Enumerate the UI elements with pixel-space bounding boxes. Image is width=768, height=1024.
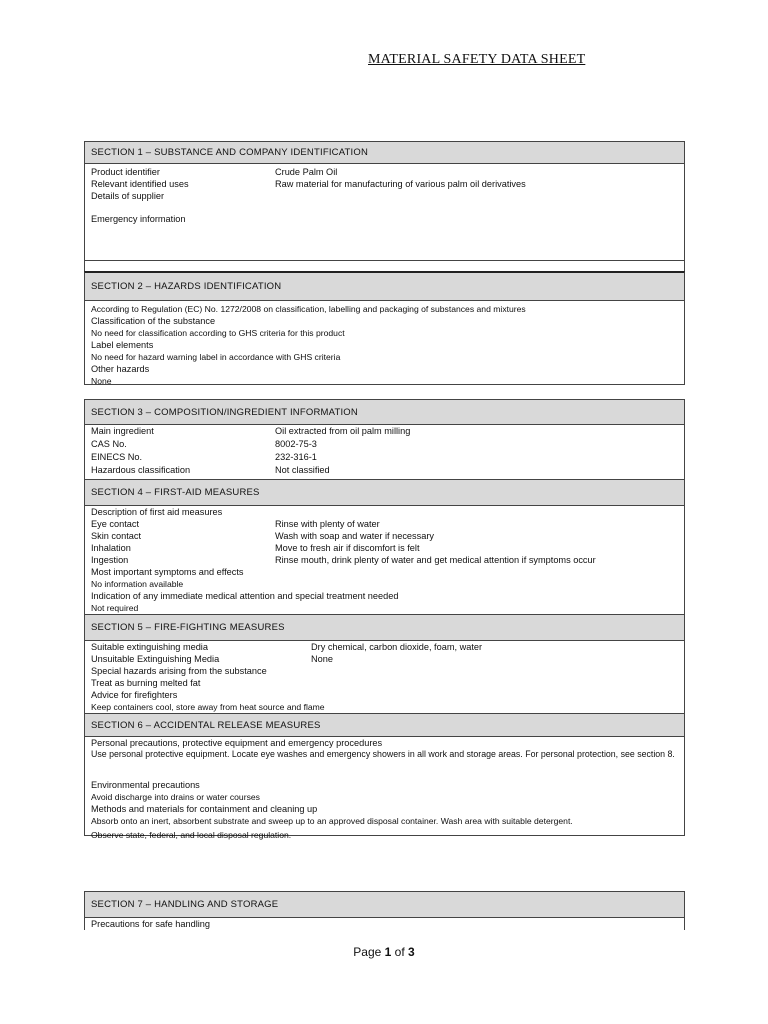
sec4-line-indication: Indication of any immediate medical attention and special treatment needed (91, 591, 399, 601)
sec3-label-einecs: EINECS No. (91, 452, 143, 462)
page-prefix: Page (353, 945, 385, 959)
sec3-value-einecs: 232-316-1 (275, 452, 317, 462)
sec3-value-hazardous: Not classified (275, 465, 330, 475)
page-current: 1 (384, 945, 392, 959)
sec5-line-keep: Keep containers cool, store away from heat source and flame (91, 702, 325, 712)
sec6-line-environmental: Environmental precautions (91, 780, 200, 790)
sections-3-6-box (84, 399, 685, 840)
section-5-heading: SECTION 5 – FIRE-FIGHTING MEASURES (85, 614, 684, 641)
sec3-label-main: Main ingredient (91, 426, 154, 436)
sec4-line-symptoms: Most important symptoms and effects (91, 567, 244, 577)
sec1-label-product: Product identifier (91, 167, 160, 177)
section-4-body (85, 506, 684, 614)
section-1-box (84, 141, 685, 272)
sec3-label-hazardous: Hazardous classification (91, 465, 191, 475)
sec3-value-main: Oil extracted from oil palm milling (275, 426, 411, 436)
section-6-heading: SECTION 6 – ACCIDENTAL RELEASE MEASURES (85, 713, 684, 737)
section-2-heading: SECTION 2 – HAZARDS IDENTIFICATION (85, 273, 684, 301)
sec2-line-classification: Classification of the substance (91, 316, 216, 326)
sec1-label-uses: Relevant identified uses (91, 179, 189, 189)
sec2-line-other-hazards: Other hazards (91, 364, 150, 374)
sec5-value-suitable: Dry chemical, carbon dioxide, foam, water (311, 642, 483, 652)
sec6-line-observe: Observe state, federal, and local disposal regulation. (91, 830, 292, 840)
section-7-heading: SECTION 7 – HANDLING AND STORAGE (85, 892, 684, 918)
sec2-line-none: None (91, 376, 112, 386)
page-number (0, 945, 768, 959)
page-total: 3 (408, 945, 415, 959)
sec6-para-ppe: Use personal protective equipment. Locate eye washes and emergency showers in all work and storage areas. For personal protection, see section 8. (91, 749, 675, 759)
section-1-divider (85, 260, 684, 261)
section-6-body (85, 737, 684, 841)
sec4-value-ingestion: Rinse mouth, drink plenty of water and get medical attention if symptoms occur (275, 555, 596, 565)
sec2-line-no-label: No need for hazard warning label in accordance with GHS criteria (91, 352, 341, 362)
section-5-body (85, 641, 684, 713)
sec5-value-unsuitable: None (311, 654, 333, 664)
sec4-value-eye: Rinse with plenty of water (275, 519, 380, 529)
sec1-label-supplier: Details of supplier (91, 191, 165, 201)
section-3-heading: SECTION 3 – COMPOSITION/INGREDIENT INFORMATION (85, 400, 684, 425)
section-2-box (84, 271, 685, 385)
sec2-line-no-classification: No need for classification according to GHS criteria for this product (91, 328, 345, 338)
sec1-label-emergency: Emergency information (91, 214, 186, 224)
sec4-line-not-required: Not required (91, 603, 139, 613)
sec4-label-ingestion: Ingestion (91, 555, 129, 565)
sec6-line-absorb: Absorb onto an inert, absorbent substrate and sweep up to an approved disposal container. Wash area with suitable detergent. (91, 816, 573, 826)
sec5-line-special: Special hazards arising from the substance (91, 666, 267, 676)
section-4-heading: SECTION 4 – FIRST-AID MEASURES (85, 479, 684, 506)
sec4-label-inhalation: Inhalation (91, 543, 131, 553)
sec5-line-advice: Advice for firefighters (91, 690, 178, 700)
sec6-line-personal: Personal precautions, protective equipment and emergency procedures (91, 738, 383, 748)
sec1-value-product: Crude Palm Oil (275, 167, 338, 177)
sec4-value-skin: Wash with soap and water if necessary (275, 531, 434, 541)
sec5-label-unsuitable: Unsuitable Extinguishing Media (91, 654, 220, 664)
sec4-label-skin: Skin contact (91, 531, 142, 541)
section-1-heading: SECTION 1 – SUBSTANCE AND COMPANY IDENTIFICATION (85, 142, 684, 164)
sec3-label-cas: CAS No. (91, 439, 127, 449)
sec3-value-cas: 8002-75-3 (275, 439, 317, 449)
sec6-line-avoid: Avoid discharge into drains or water courses (91, 792, 260, 802)
document-title: MATERIAL SAFETY DATA SHEET (368, 52, 586, 67)
section-3-body (85, 425, 684, 479)
sec4-line-no-info: No information available (91, 579, 184, 589)
sec2-line-regulation: According to Regulation (EC) No. 1272/2008 on classification, labelling and packaging of substances and mixtures (91, 304, 526, 314)
sec1-value-uses: Raw material for manufacturing of various palm oil derivatives (275, 179, 526, 189)
sec2-line-label-elements: Label elements (91, 340, 154, 350)
sec6-line-methods: Methods and materials for containment and cleaning up (91, 804, 318, 814)
sec4-label-eye: Eye contact (91, 519, 140, 529)
sec4-intro: Description of first aid measures (91, 507, 223, 517)
page-of: of (391, 945, 409, 959)
sec7-line-precautions: Precautions for safe handling (91, 919, 211, 929)
sec4-value-inhalation: Move to fresh air if discomfort is felt (275, 543, 420, 553)
section-7-box (84, 891, 685, 930)
sec5-line-treat: Treat as burning melted fat (91, 678, 201, 688)
sec5-label-suitable: Suitable extinguishing media (91, 642, 208, 652)
